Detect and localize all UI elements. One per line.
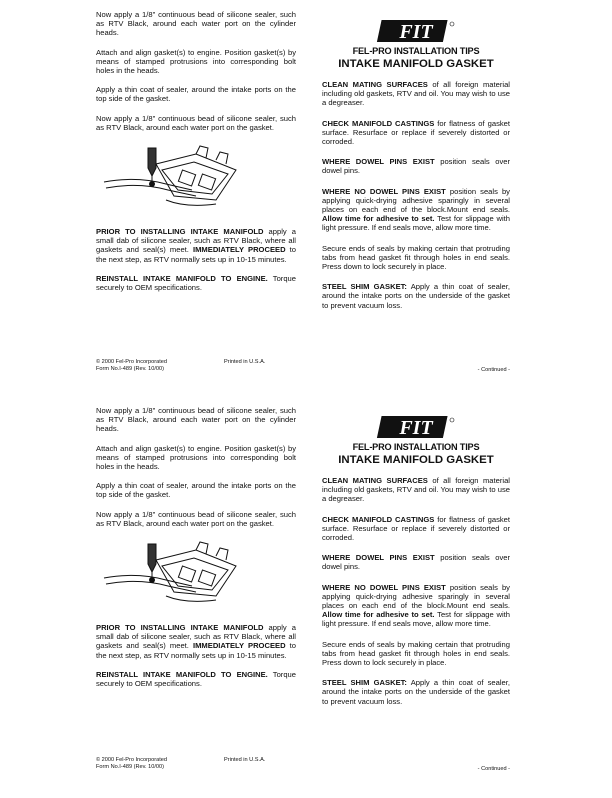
right-panel-bottom bbox=[322, 406, 510, 798]
step-bead-heads: Now apply a 1/8" continuous bead of silicone sealer, such as RTV Black, around each water port on the cylinder heads. bbox=[96, 406, 296, 434]
right-panel-top bbox=[322, 10, 510, 402]
sealer-application-illustration bbox=[96, 538, 296, 613]
reinstall-manifold: REINSTALL INTAKE MANIFOLD TO ENGINE. Torque securely to OEM specifications. bbox=[96, 669, 296, 689]
step-attach-gasket: Attach and align gasket(s) to engine. Position gasket(s) by means of stamped protrusions into corresponding bolt holes in the heads. bbox=[96, 47, 296, 76]
step-bead-gasket: Now apply a 1/8" continuous bead of silicone sealer, such as RTV Black, around each water port on the gasket. bbox=[96, 113, 296, 132]
continued-top: - Continued - bbox=[477, 367, 510, 373]
clean-surfaces: CLEAN MATING SURFACES of all foreign material including old gaskets, RTV and oil. You may wish to use a degreaser. bbox=[322, 476, 510, 504]
dowel-pins-exist: WHERE DOWEL PINS EXIST position seals over dowel pins. bbox=[322, 157, 510, 176]
step-bead-gasket: Now apply a 1/8" continuous bead of silicone sealer, such as RTV Black, around each water port on the gasket. bbox=[96, 509, 296, 528]
step-bead-heads: Now apply a 1/8" continuous bead of silicone sealer, such as RTV Black, around each water port on the cylinder heads. bbox=[96, 10, 296, 38]
step-attach-gasket: Attach and align gasket(s) to engine. Position gasket(s) by means of stamped protrusions into corresponding bolt holes in the heads. bbox=[96, 443, 296, 472]
prior-to-installing: PRIOR TO INSTALLING INTAKE MANIFOLD apply a small dab of silicone sealer, such as RTV Black, where all gaskets and seal(s) meet. IMMEDIATELY PROCEED to the next step, as RTV normally sets up in 10-15 minutes. bbox=[96, 227, 296, 264]
clean-surfaces: CLEAN MATING SURFACES of all foreign material including old gaskets, RTV and oil. You may wish to use a degreaser. bbox=[322, 80, 510, 108]
left-panel-bottom bbox=[96, 406, 296, 798]
svg-text:FIT: FIT bbox=[399, 417, 433, 439]
check-castings: CHECK MANIFOLD CASTINGS for flatness of gasket surface. Resurface or replace if severely distorted or corroded. bbox=[322, 118, 510, 147]
page-title: INTAKE MANIFOLD GASKET bbox=[338, 58, 494, 70]
reinstall-manifold: REINSTALL INTAKE MANIFOLD TO ENGINE. Torque securely to OEM specifications. bbox=[96, 273, 296, 293]
no-dowel-pins: WHERE NO DOWEL PINS EXIST position seals by applying quick-drying adhesive sparingly in several places on each end of the block.Mount end seals. Allow time for adhesive to set. Test for slippage with light pressure. If end seals move, allow more time. bbox=[322, 186, 510, 233]
installation-tips-heading: FEL-PRO INSTALLATION TIPS bbox=[352, 46, 480, 56]
footer-bottom: © 2000 Fel-Pro Incorporated Form No.I-489 (Rev. 10/00) Printed in U.S.A. bbox=[96, 757, 266, 770]
fit-logo bbox=[322, 18, 510, 44]
steel-shim-gasket: STEEL SHIM GASKET: Apply a thin coat of sealer, around the intake ports on the underside of the gasket to prevent vacuum loss. bbox=[322, 282, 510, 310]
sealer-application-illustration bbox=[96, 142, 296, 217]
installation-tips-heading: FEL-PRO INSTALLATION TIPS bbox=[352, 442, 480, 452]
continued-bottom: - Continued - bbox=[477, 766, 510, 772]
steel-shim-gasket: STEEL SHIM GASKET: Apply a thin coat of sealer, around the intake ports on the underside of the gasket to prevent vacuum loss. bbox=[322, 678, 510, 706]
footer-top: © 2000 Fel-Pro Incorporated Form No.I-489 (Rev. 10/00) Printed in U.S.A. bbox=[96, 359, 266, 372]
no-dowel-pins: WHERE NO DOWEL PINS EXIST position seals by applying quick-drying adhesive sparingly in several places on each end of the block.Mount end seals. Allow time for adhesive to set. Test for slippage with light pressure. If end seals move, allow more time. bbox=[322, 582, 510, 629]
step-coat-top: Apply a thin coat of sealer, around the intake ports on the top side of the gasket. bbox=[96, 481, 296, 500]
page-title: INTAKE MANIFOLD GASKET bbox=[338, 454, 494, 466]
secure-seals: Secure ends of seals by making certain that protruding tabs from head gasket fit through holes in end seals. Press down to lock securely in place. bbox=[322, 639, 510, 668]
prior-to-installing: PRIOR TO INSTALLING INTAKE MANIFOLD apply a small dab of silicone sealer, such as RTV Black, where all gaskets and seal(s) meet. IMMEDIATELY PROCEED to the next step, as RTV normally sets up in 10-15 minutes. bbox=[96, 623, 296, 660]
step-coat-top: Apply a thin coat of sealer, around the intake ports on the top side of the gasket. bbox=[96, 85, 296, 104]
secure-seals: Secure ends of seals by making certain that protruding tabs from head gasket fit through holes in end seals. Press down to lock securely in place. bbox=[322, 243, 510, 272]
fit-logo bbox=[322, 414, 510, 440]
svg-text:FIT: FIT bbox=[399, 21, 433, 43]
dowel-pins-exist: WHERE DOWEL PINS EXIST position seals over dowel pins. bbox=[322, 553, 510, 572]
left-panel-top bbox=[96, 10, 296, 402]
check-castings: CHECK MANIFOLD CASTINGS for flatness of gasket surface. Resurface or replace if severely distorted or corroded. bbox=[322, 514, 510, 543]
